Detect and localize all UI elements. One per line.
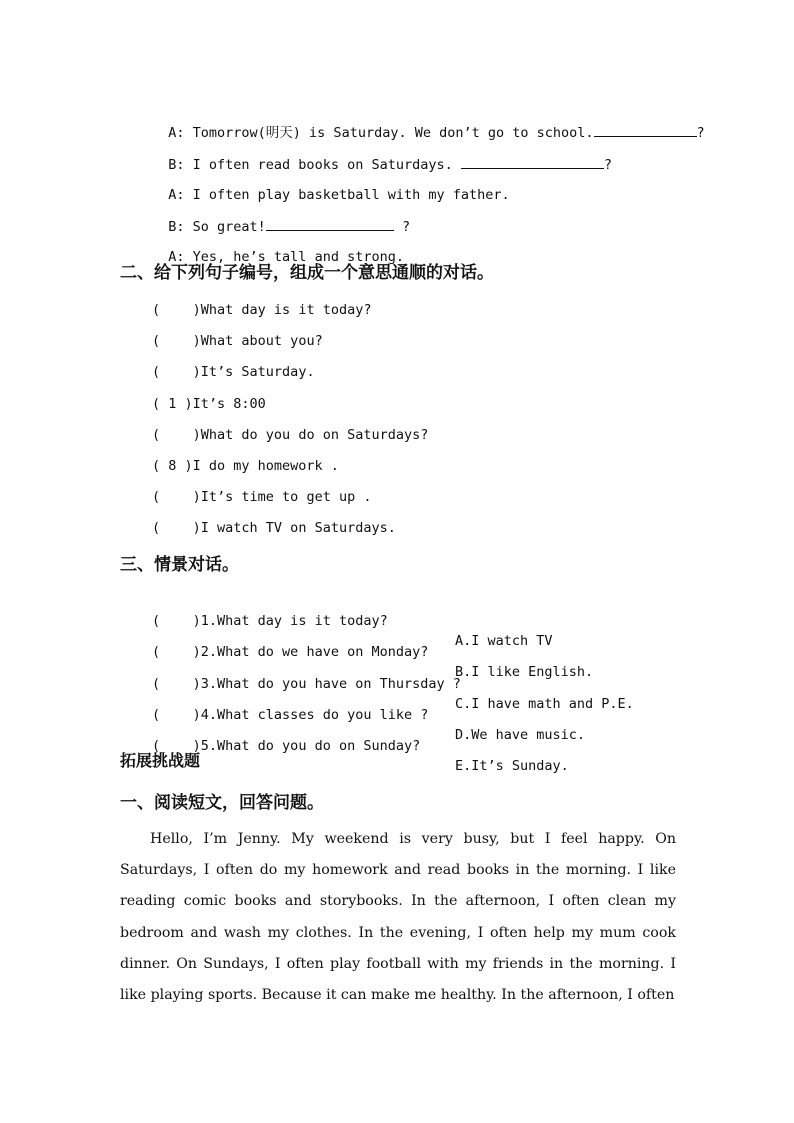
order-number-box[interactable]: ( ) — [152, 489, 201, 505]
order-item — [152, 518, 396, 538]
match-question-text: 1.What day is it today? — [200, 613, 388, 629]
match-question-text: 4.What classes do you like ? — [200, 707, 429, 723]
order-item-text: I watch TV on Saturdays. — [200, 520, 396, 536]
dialogue-line-5-text: A: Yes, he’s tall and strong. — [168, 249, 404, 265]
order-number-box[interactable]: ( 1 ) — [152, 396, 193, 412]
match-number-box[interactable]: ( ) — [152, 738, 201, 754]
order-item-text: I do my homework . — [192, 458, 339, 474]
dialogue-line-1-end: ? — [696, 125, 705, 141]
dialogue-line-2-end: ? — [603, 157, 613, 173]
dialogue-line-4-text: B: So great! — [168, 219, 266, 235]
dialogue-line-3-text: A: I often play basketball with my father. — [168, 187, 510, 203]
order-item-text: What day is it today? — [200, 302, 372, 318]
match-number-box[interactable]: ( ) — [152, 644, 201, 660]
order-item — [152, 487, 371, 507]
order-item — [152, 425, 428, 445]
dialogue-line-5 — [152, 227, 404, 265]
reading-section-title: 一、阅读短文，回答问题。 — [120, 793, 324, 813]
match-answer: B.I like English. — [455, 664, 594, 680]
order-number-box[interactable]: ( ) — [152, 427, 201, 443]
order-item-text: It’s Saturday. — [200, 364, 315, 380]
match-row — [0, 685, 794, 743]
match-question-text: 5.What do you do on Sunday? — [200, 738, 421, 754]
order-item-text: What do you do on Saturdays? — [200, 427, 429, 443]
dialogue-line-3 — [152, 165, 510, 203]
order-item-text: What about you? — [200, 333, 323, 349]
match-number-box[interactable]: ( ) — [152, 613, 201, 629]
dialogue-line-2 — [152, 134, 613, 173]
match-row — [0, 622, 794, 680]
order-item — [152, 456, 339, 476]
match-number-box[interactable]: ( ) — [152, 676, 201, 692]
order-item — [152, 300, 371, 320]
match-answer: E.It’s Sunday. — [455, 758, 569, 774]
order-number-box[interactable]: ( ) — [152, 302, 201, 318]
match-answer: C.I have math and P.E. — [455, 696, 634, 712]
dialogue-line-1-text: A: Tomorrow(明天) is Saturday. We don’t go to school. — [168, 125, 594, 141]
match-question-text: 3.What do you have on Thursday ? — [200, 676, 461, 692]
section-3-title: 三、情景对话。 — [120, 555, 239, 575]
dialogue-line-2-text: B: I often read books on Saturdays. — [168, 157, 461, 173]
reading-passage: Hello, I’m Jenny. My weekend is very busy, but I feel happy. On Saturdays, I often do my homework and read books in the morning. I like reading comic books and storybooks. In the afternoon, I often clean my bedroom and wash my clothes. In the evening, I often help my mum cook dinner. On Sundays, I often play football with my friends in the morning. I like playing sports. Because it can make me healthy. In the afternoon, I often — [120, 831, 676, 1004]
order-item-text: It’s 8:00 — [192, 396, 266, 412]
match-row — [0, 591, 794, 649]
order-number-box[interactable]: ( ) — [152, 364, 201, 380]
match-answer: D.We have music. — [455, 727, 586, 743]
dialogue-line-4-end: ? — [393, 219, 411, 235]
extension-title: 拓展挑战题 — [120, 751, 201, 770]
order-item — [152, 394, 266, 414]
dialogue-line-4 — [152, 196, 411, 235]
section-2-title: 二、给下列句子编号，组成一个意思通顺的对话。 — [120, 263, 494, 283]
match-question-text: 2.What do we have on Monday? — [200, 644, 429, 660]
match-number-box[interactable]: ( ) — [152, 707, 201, 723]
order-item-text: It’s time to get up . — [200, 489, 372, 505]
dialogue-line-1 — [152, 102, 705, 141]
match-answer: A.I watch TV — [455, 633, 553, 649]
order-number-box[interactable]: ( 8 ) — [152, 458, 193, 474]
match-row — [0, 654, 794, 712]
order-item — [152, 331, 323, 351]
order-number-box[interactable]: ( ) — [152, 520, 201, 536]
order-item — [152, 362, 315, 382]
order-number-box[interactable]: ( ) — [152, 333, 201, 349]
